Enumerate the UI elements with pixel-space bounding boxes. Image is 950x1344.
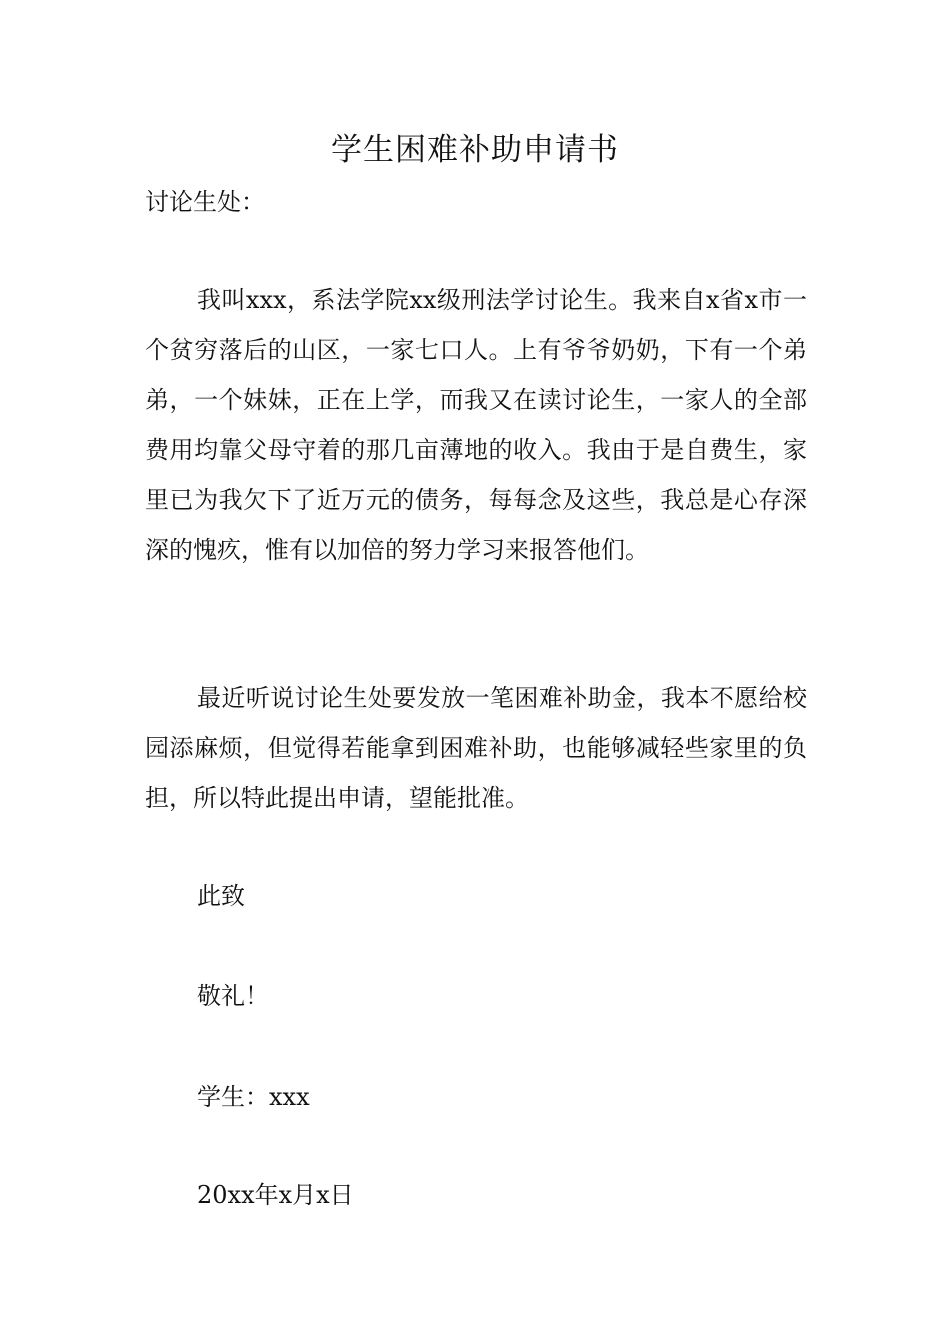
date: 20xx年x月x日 <box>197 1181 354 1209</box>
body-paragraph-2: 最近听说讨论生处要发放一笔困难补助金，我本不愿给校园添麻烦，但觉得若能拿到困难补助，也能够减轻些家里的负担，所以特此提出申请，望能批准。 <box>145 684 807 812</box>
salutation: 讨论生处： <box>145 188 265 216</box>
closing-phrase: 此致 <box>197 882 245 910</box>
signature: 学生：xxx <box>197 1083 310 1111</box>
regards-phrase: 敬礼！ <box>197 982 269 1010</box>
body-paragraph-1: 我叫xxx，系法学院xx级刑法学讨论生。我来自x省x市一个贫穷落后的山区，一家七口人。上有爷爷奶奶，下有一个弟弟，一个妹妹，正在上学，而我又在读讨论生，一家人的全部费用均靠父母守着的那几亩薄地的收入。我由于是自费生，家里已为我欠下了近万元的债务，每每念及这些，我总是心存深深的愧疚，惟有以加倍的努力学习来报答他们。 <box>145 286 807 564</box>
document-title: 学生困难补助申请书 <box>331 132 619 168</box>
